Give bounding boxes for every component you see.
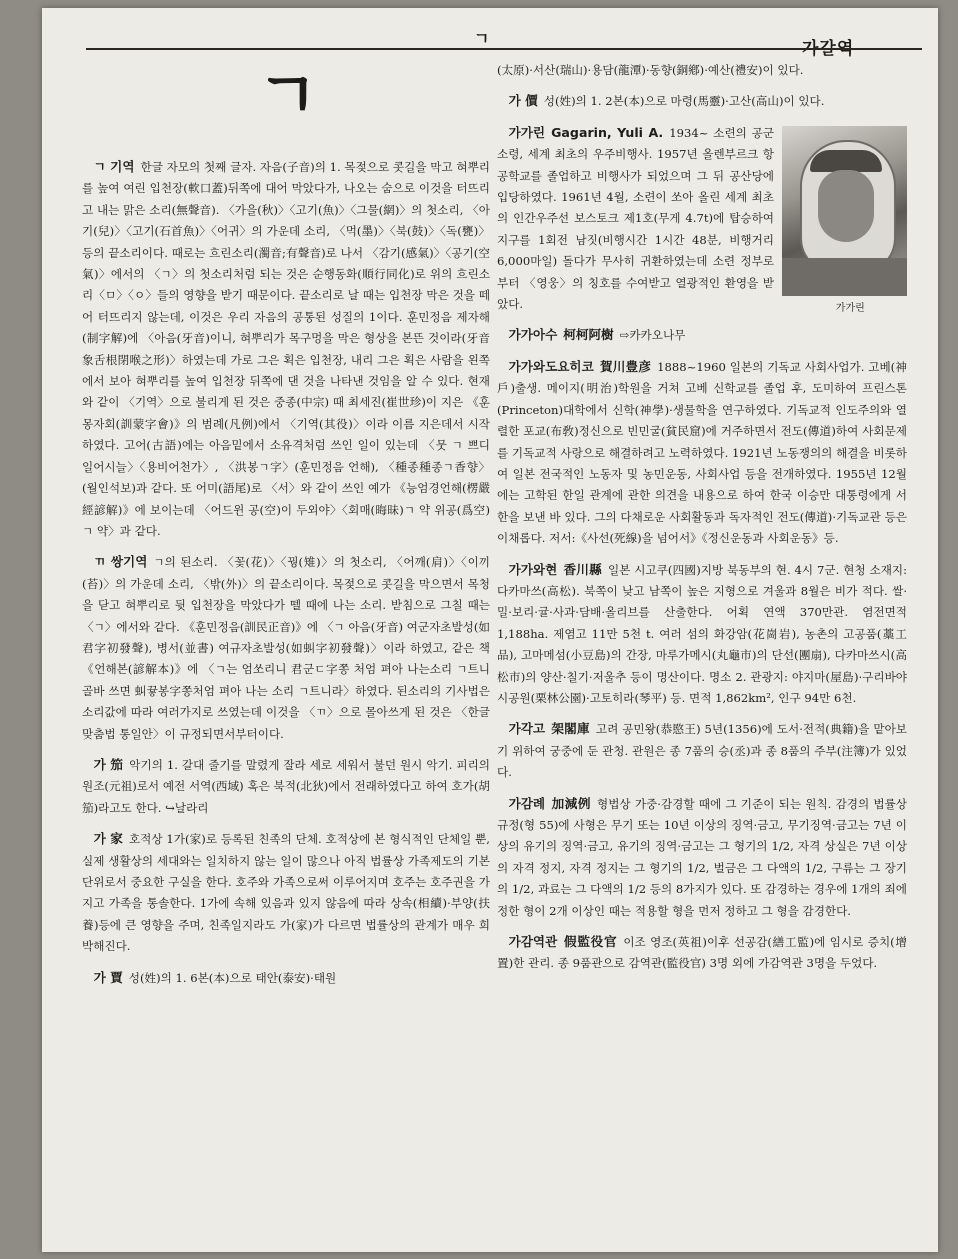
headword: ㄱ 기역 xyxy=(93,159,135,174)
headword-original: 賀川豊彦 xyxy=(599,358,652,374)
definition: 호적상 1가(家)로 등록된 친족의 단체. 호적상에 본 형식적인 단체일 뿐, 실제 생활상의 세대와는 일치하지 않는 일이 많으나 아직 법률상 가족제도의 기본 단위로서 중요한 구실을 한다. 호주와 가족으로써 이루어지며 호주는 호주권을 가지고 가족을 통솔한다. 1가에 속해 있음과 있지 않음에 따라 상속(相續)·부양(扶養)등에 큰 영향을 주며, 친족일지라도 가(家)가 다르면 법률상의 관계가 매우 희박해진다. xyxy=(82,832,490,954)
right-column xyxy=(497,60,907,984)
headword: 가가와도요히코 xyxy=(508,358,594,374)
definition: 일본 시고쿠(四國)지방 북동부의 현. 4시 7군. 현청 소재지: 다카마쓰(高松). 북쪽이 낮고 남쪽이 높은 지형으로 겨울과 8월은 비가 적다. 쌀·밀·보리·귤·사과·담배·올리브를 산출한다. 어획 연액 370만관. 염전면적 1,188ha. 제염고 11만 5천 t. 여러 섬의 화강암(花崗岩), 농촌의 고공품(藁工品), 고마메섬(小豆島)의 간장, 마루가메시(丸龜市)의 단선(團扇), 다카마쓰시(高松市)의 양산·칠기·저울추 등이 명산이다. 명소 2. 관광지: 야지마(屋島)·구리바야시공원(栗林公園)·고토히라(琴平) 등. 면적 1,862km², 인구 94만 6천. xyxy=(497,562,908,705)
definition: 일본의 기독교 사회사업가. 고베(神戶)출생. 메이지(明治)학원을 거쳐 고베 신학교를 졸업 후, 도미하여 프린스톤(Princeton)대학에서 신학(神學)·생물학을 연구하였다. 기독교적 인도주의와 열렬한 포교(布敎)정신으로 빈민굴(貧民窟)에 거주하면서 전도(傳道)하여 사회문제를 기독교적 사랑으로 해결하려고 노력하였다. 1921년 노동쟁의의 해결을 비롯하여 일본 전국적인 노동자 및 농민운동, 사회사업 등을 전개하였다. 1955년 12월에는 고학된 한일 관계에 관한 의견을 내용으로 하여 한국 이승만 대통령에게 서한을 보낸 바 있다. 그의 다채로운 사회활동과 독자적인 전도(傳道)·기독교관 등은 이채롭다. 저서:《사선(死線)을 넘어서》《정신운동과 사회운동》등. xyxy=(497,359,907,546)
entry-kagawa-prefecture xyxy=(497,559,907,710)
headword: 가 價 xyxy=(508,93,538,109)
headword-original: Gagarin, Yuli A. xyxy=(551,124,664,140)
headword: 가각고 xyxy=(508,721,546,737)
headword-original: 架閣庫 xyxy=(551,721,590,737)
entry-ga-reed-pipe xyxy=(82,754,490,819)
headword-original: 假監役官 xyxy=(563,934,618,950)
definition: 고려 공민왕(恭愍王) 5년(1356)에 도서·전적(典籍)을 맡아보기 위하여 궁중에 둔 관청. 관원은 종 7품의 승(丞)과 종 8품의 주부(注簿)가 있었다. xyxy=(497,722,908,780)
entry-continued xyxy=(497,60,907,81)
headword: 가 賈 xyxy=(93,969,123,985)
headword: 가가린 xyxy=(508,124,546,140)
headword: 가가아수 xyxy=(508,327,558,343)
headword: 가가와현 xyxy=(508,561,558,577)
entry-ga-surname xyxy=(82,967,490,989)
photo-caption: 가가린 xyxy=(835,302,865,314)
headword-original: 柯柯阿樹 xyxy=(563,327,614,343)
entry-gagarin xyxy=(497,122,907,316)
headword: 가감역관 xyxy=(508,934,558,950)
header-rule xyxy=(86,48,922,50)
definition: ㄱ의 된소리. 〈꽃(花)〉〈꿩(雉)〉의 첫소리, 〈어깨(肩)〉〈이끼(苔)〉의 가운데 소리, 〈밖(外)〉의 끝소리이다. 목젖으로 콧길을 막으면서 목청을 닫고 혀뿌리로 뒷 입천장을 막았다가 뗄 때에 나는 소리. 받침으로 그칠 때는 〈ㄱ〉에서와 같다. 《훈민정음(訓民正音)》에 〈ㄱ 아음(牙音) 여군자초발성(如君字初發聲), 병서(並書) 여규자초발성(如虯字初發聲)〉이라 하였고, 같은 책 《언해본(諺解本)》에 〈ㄱ는 엄쏘리니 君군ㄷ字쫑 처엄 펴아 나는소리 ㄱ트니 골바 쓰면 虯끃봉字쫑처엄 펴아 나는 소리 ㄱ트니라〉하였다. 된소리의 기사법은 소리값에 따라 여러가지로 쓰였는데 이것을 〈ㄲ〉으로 몰아쓰게 된 것은 〈한글맞춤법 통일안〉이 규정되면서부터이다. xyxy=(82,555,491,741)
definition: 소련의 공군 소령, 세계 최초의 우주비행사. 1957년 올렌부르크 항공학교를 졸업하고 비행사가 되었으며 그 뒤 공산당에 입당하였다. 1961년 4월, 소련이 쏘아 올린 세계 최초의 인간우주선 보스토크 제1호(무게 4.7t)에 탑승하여 지구를 1회전 남짓(비행시간 1시간 48분, 비행거리 6,000마일) 돌다가 무사히 귀환하였는데 소련 정부로부터 〈영웅〉의 칭호를 수여받고 열광적인 환영을 받았다. xyxy=(497,125,775,312)
dictionary-page xyxy=(42,8,938,1252)
definition: 형법상 가중·감경할 때에 그 기준이 되는 원칙. 감경의 법률상 규정(형 55)에 사형은 무기 또는 10년 이상의 징역·금고, 무기징역·금고는 7년 이상의 유기의 징역·금고, 유기의 징역·금고는 그 형기의 1/2, 자격 상실은 7년 이상의 자격 정지, 자격 정지는 그 형기의 1/2, 벌금은 그 다액의 1/2, 구류는 그 장기의 1/2, 과료는 그 다액의 1/2 등의 8가지가 있다. 또 감경하는 경우에 1개의 죄에 정한 형이 2개 이상인 때는 적용할 형을 먼저 정하고 그 형을 감경한다. xyxy=(497,796,907,918)
headword: 가 笳 xyxy=(93,756,124,772)
header-running-title: 가갈역 xyxy=(802,39,855,59)
definition: 한글 자모의 첫째 글자. 자음(子音)의 1. 목젖으로 콧길을 막고 혀뿌리를 높여 여린 입천장(軟口蓋)뒤쪽에 대어 막았다가, 나오는 숨으로 이것을 터뜨리고 내는 맑은 소리(無聲音). 〈가을(秋)〉〈고기(魚)〉〈그물(網)〉의 첫소리, 〈아기(兒)〉〈고기(石首魚)〉〈어귀〉의 가운데 소리, 〈먹(墨)〉〈북(鼓)〉〈독(甕)〉 등의 끝소리이다. 때로는 흐린소리(濁音;有聲音)로 나서 〈감기(感氣)〉〈공기(空氣)〉에서의 〈ㄱ〉의 첫소리처럼 되는 것은 순행동화(順行同化)로 위의 흐린소리〈ㅁ〉〈ㅇ〉들의 영향을 받기 때문이다. 끝소리로 날 때는 입천장 막은 것을 떼어 터뜨리지 않는데, 이것은 우리 자음의 공통된 성질의 1이다. 훈민정음 제자해(制字解)에 〈아음(牙音)이니, 혀뿌리가 목구멍을 막은 형상을 본뜬 것이라(牙音 象舌根閉喉之形)〉하였는데 가로 그은 획은 입천장, 내리 그은 획은 사람을 왼쪽에서 보아 혀뿌리를 높여 입천장 뒤쪽에 댄 것을 나타낸 것임을 알 수 있다. 현재와 같이 〈기역〉으로 불리게 된 것은 중종(中宗) 때 최세진(崔世珍)이 지은 《훈몽자회(訓蒙字會)》의 범례(凡例)에서 〈기역(其役)〉이라 이름 지은데서 시작하였다. 고어(古語)에는 아음밑에서 소유격처럼 쓰인 일이 있는데 〈뭇 ㄱ 쁘디 일어시늘〉〈용비어천가〉, 〈洪봉ㄱ字〉(훈민정음 언해), 〈種종種종ㄱ香향〉(월인석보)과 같다. 또 어미(語尾)로 〈서〉와 같이 쓰인 예가 《능엄경언해(楞嚴經諺解)》에 보이는데 〈어드윈 공(空)이 두외야〉〈회매(晦昧)ㄱ 약 위공(爲空)ㄱ 약〉과 같다. xyxy=(82,160,490,538)
entry-cacao-tree xyxy=(497,324,907,346)
definition: 성(姓)의 1. 6본(本)으로 태안(泰安)·태원 xyxy=(128,970,337,985)
headword-original: 加減例 xyxy=(551,795,592,811)
definition: 이조 영조(英祖)이후 선공감(繕工監)에 임시로 증치(增置)한 관리. 종 9품관으로 감역관(監役官) 3명 외에 가감역관 3명을 두었다. xyxy=(497,935,908,971)
entry-kagawa-toyohiko xyxy=(497,356,907,550)
definition: ⇨카카오나무 xyxy=(619,328,686,343)
left-column xyxy=(82,56,490,998)
entry-gagamrye xyxy=(497,793,907,922)
headword: 가 家 xyxy=(93,831,123,847)
years: 1888~1960 xyxy=(657,359,726,374)
headword: ㄲ 쌍기역 xyxy=(93,554,148,570)
entry-gagakgo xyxy=(497,718,907,783)
definition: (太原)·서산(瑞山)·용담(龍潭)·동향(銅鄕)·예산(禮安)이 있다. xyxy=(497,63,804,77)
definition: 악기의 1. 갈대 줄기를 말렸게 잘라 세로 세워서 불던 원시 악기. 피리의 원조(元祖)로서 예전 서역(西域) 혹은 북적(北狄)에서 전래하였다고 하여 호가(胡笳)라고도 한다. ↪날라리 xyxy=(82,757,490,815)
section-big-letter: ㄱ xyxy=(257,59,319,133)
gagarin-photo xyxy=(782,126,907,296)
headword: 가감례 xyxy=(508,795,546,811)
entry-giyeok xyxy=(82,156,490,542)
entry-ga-family xyxy=(82,828,490,957)
gagarin-photo-figure xyxy=(782,126,907,319)
entry-ga-price-surname xyxy=(497,90,907,112)
years: 1934~ xyxy=(669,125,709,140)
entry-ssanggiyeok xyxy=(82,551,490,745)
definition: 성(姓)의 1. 2본(本)으로 마령(馬靈)·고산(高山)이 있다. xyxy=(543,94,825,109)
entry-gagamyeokgwan xyxy=(497,931,907,975)
headword-original: 香川縣 xyxy=(563,561,602,577)
header-section-mark: ㄱ xyxy=(474,29,490,48)
